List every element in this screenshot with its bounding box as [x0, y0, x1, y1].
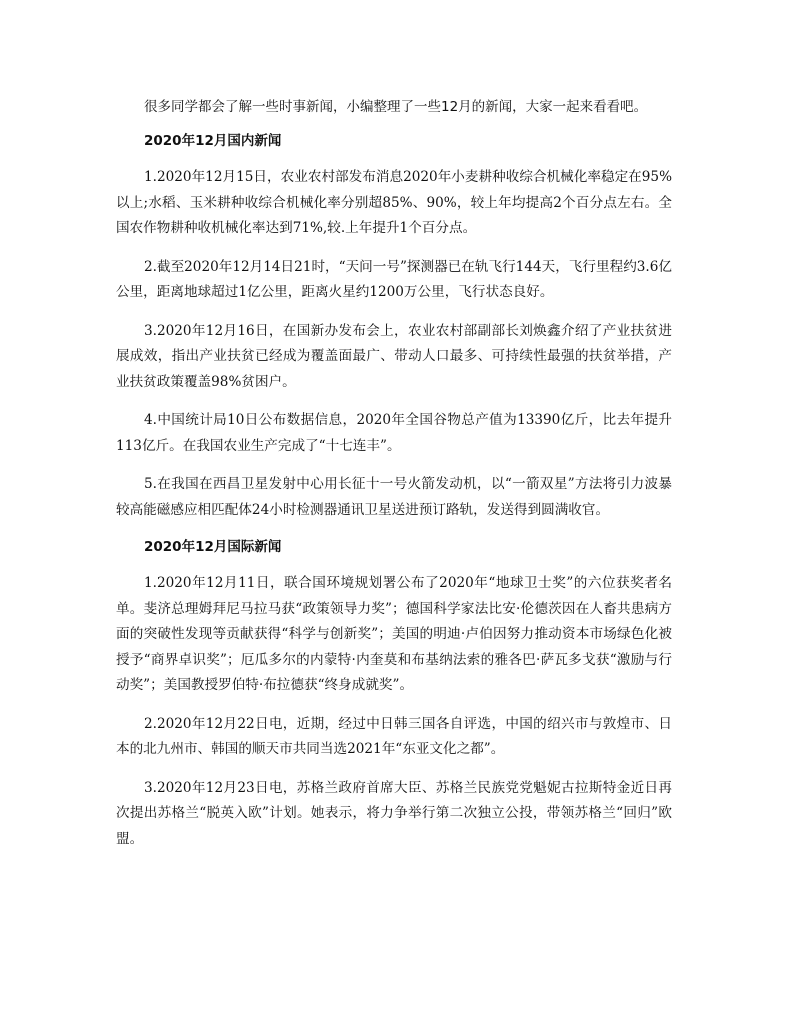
international-news-section — [116, 536, 672, 852]
international-news-heading: 2020年12月国际新闻 — [144, 539, 282, 555]
news-item: 5.在我国在西昌卫星发射中心用长征十一号火箭发动机，以“一箭双星”方法将引力波暴较高能磁感应相匹配体24小时检测器通讯卫星送进预订路轨，发送得到圆满收官。 — [116, 476, 672, 518]
news-item: 3.2020年12月16日，在国新办发布会上，农业农村部副部长刘焕鑫介绍了产业扶贫进展成效，指出产业扶贫已经成为覆盖面最广、带动人口最多、可持续性最强的扶贫举措，产业扶贫政策覆盖98%贫困户。 — [116, 322, 672, 390]
news-item: 2.截至2020年12月14日21时，“天问一号”探测器已在轨飞行144天，飞行里程约3.6亿公里，距离地球超过1亿公里，距离火星约1200万公里，飞行状态良好。 — [116, 258, 672, 300]
intro-paragraph: 很多同学都会了解一些时事新闻，小编整理了一些12月的新闻，大家一起来看看吧。 — [144, 99, 648, 115]
article-body — [116, 94, 672, 865]
domestic-news-section — [116, 130, 672, 523]
news-item: 1.2020年12月15日，农业农村部发布消息2020年小麦耕种收综合机械化率稳定在95%以上;水稻、玉米耕种收综合机械化率分别超85%、90%，较上年均提高2个百分点左右。全国农作物耕种收机械化率达到71%,较.上年提升1个百分点。 — [116, 169, 672, 236]
news-item: 1.2020年12月11日，联合国环境规划署公布了2020年“地球卫士奖”的六位获奖者名单。斐济总理姆拜尼马拉马获“政策领导力奖”；德国科学家法比安·伦德茨因在人畜共患病方面的突破性发现等贡献获得“科学与创新奖”；美国的明迪·卢伯因努力推动资本市场绿色化被授予“商界卓识奖”；厄瓜多尔的内蒙特·内奎莫和布基纳法索的雅各巴·萨瓦多戈获“激励与行动奖”；美国教授罗伯特·布拉德获“终身成就奖”。 — [116, 575, 672, 693]
domestic-news-heading: 2020年12月国内新闻 — [144, 133, 282, 149]
news-item: 3.2020年12月23日电，苏格兰政府首席大臣、苏格兰民族党党魁妮古拉斯特金近日再次提出苏格兰“脱英入欧”计划。她表示，将力争举行第二次独立公投，带领苏格兰“回归”欧盟。 — [116, 779, 672, 847]
news-item: 2.2020年12月22日电，近期，经过中日韩三国各自评选，中国的绍兴市与敦煌市、日本的北九州市、韩国的顺天市共同当选2021年“东亚文化之都”。 — [116, 715, 672, 757]
news-item: 4.中国统计局10日公布数据信息，2020年全国谷物总产值为13390亿斤，比去年提升113亿斤。在我国农业生产完成了“十七连丰”。 — [116, 412, 672, 454]
